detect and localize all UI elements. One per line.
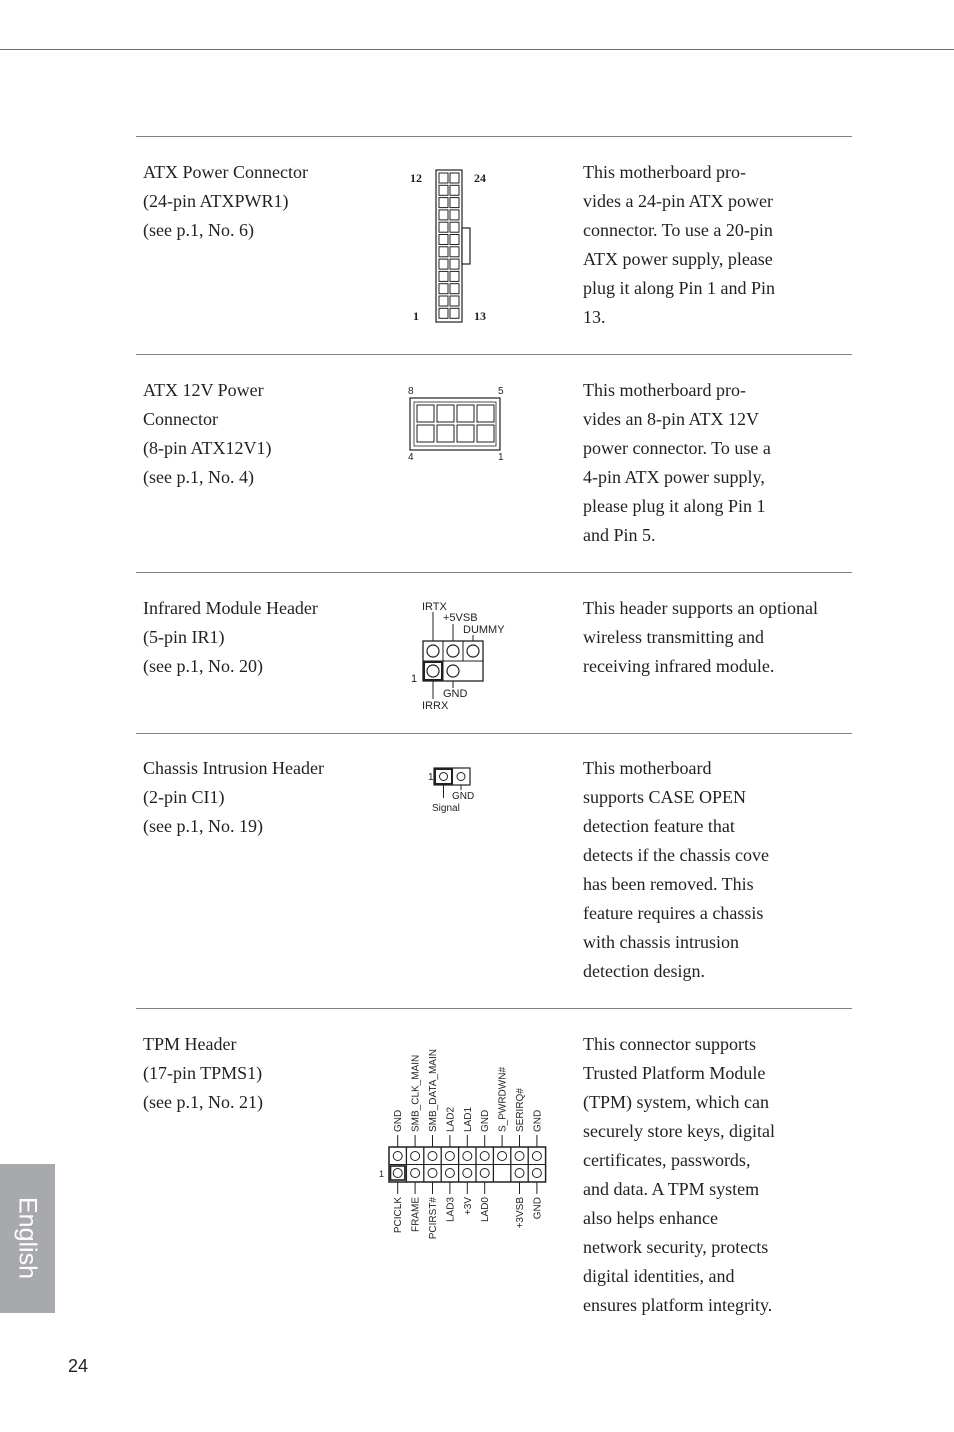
- section-divider: [136, 354, 852, 355]
- section-divider: [136, 136, 852, 137]
- pin-label-1: 1: [428, 772, 434, 783]
- section-divider: [136, 733, 852, 734]
- language-label: English: [13, 1197, 42, 1279]
- title-line: (24-pin ATXPWR1): [143, 191, 289, 211]
- title-line: (8-pin ATX12V1): [143, 438, 272, 458]
- description-line: ensures platform integrity.: [583, 1295, 773, 1315]
- title-line: (see p.1, No. 20): [143, 656, 263, 676]
- pin-label-24: 24: [474, 171, 486, 185]
- pin-square: [439, 308, 448, 318]
- description-line: detects if the chassis cove: [583, 845, 769, 865]
- pin-label-gnd: GND: [452, 791, 475, 802]
- description-line: and Pin 5.: [583, 525, 656, 545]
- pin-label-bottom: LAD3: [445, 1197, 457, 1223]
- pin-square: [450, 271, 459, 281]
- title-line: TPM Header: [143, 1034, 237, 1054]
- description-line: 4-pin ATX power supply,: [583, 467, 765, 487]
- pin-circle: [457, 773, 465, 781]
- pin-square: [439, 247, 448, 257]
- pin-square: [439, 259, 448, 269]
- title-line: (5-pin IR1): [143, 627, 225, 647]
- pin-label-bottom: LAD0: [480, 1197, 492, 1223]
- pin-label-1: 1: [498, 452, 504, 463]
- tpm-pin-diagram: [372, 1035, 557, 1240]
- pin-square: [457, 405, 474, 422]
- description-line: certificates, passwords,: [583, 1150, 751, 1170]
- pin-circle: [445, 1152, 454, 1161]
- pin-square: [450, 210, 459, 220]
- description-line: vides a 24-pin ATX power: [583, 191, 773, 211]
- title-line: (2-pin CI1): [143, 787, 225, 807]
- description-line: detection feature that: [583, 816, 735, 836]
- pin-square: [439, 210, 448, 220]
- language-tab: [0, 1164, 55, 1313]
- pin-label-1: 1: [411, 673, 418, 685]
- description-line: please plug it along Pin 1: [583, 496, 766, 516]
- pin-label-1: 1: [413, 309, 419, 323]
- description-line: with chassis intrusion: [583, 932, 739, 952]
- pin-square: [439, 235, 448, 245]
- ci-pin-diagram: [422, 762, 492, 818]
- pin-label-irrx: IRRX: [422, 700, 449, 712]
- description-line: and data. A TPM system: [583, 1179, 760, 1199]
- pin-circle: [445, 1169, 454, 1178]
- atx12v-description: [583, 376, 848, 550]
- pin-label-top: S_PWRDWN#: [497, 1066, 509, 1132]
- description-line: connector. To use a 20-pin: [583, 220, 773, 240]
- pin-square: [450, 235, 459, 245]
- pin-circle: [515, 1152, 524, 1161]
- pin-label-bottom: GND: [532, 1197, 544, 1220]
- pin-circle: [411, 1152, 420, 1161]
- description-line: also helps enhance: [583, 1208, 718, 1228]
- page-number: 24: [68, 1356, 89, 1376]
- description-line: wireless transmitting and: [583, 627, 764, 647]
- pin-square: [439, 222, 448, 232]
- pin-label-5: 5: [498, 386, 504, 397]
- pin-label-bottom: PCIRST#: [428, 1197, 439, 1240]
- title-line: Connector: [143, 409, 218, 429]
- tpm-description: [583, 1030, 848, 1320]
- pin-circle: [463, 1152, 472, 1161]
- atx-power-description: [583, 158, 848, 332]
- pin-label-top: LAD1: [462, 1106, 474, 1132]
- pin-square: [450, 198, 459, 208]
- pin-square: [439, 173, 448, 183]
- pin-circle: [447, 645, 459, 657]
- pin-label-12: 12: [410, 171, 422, 185]
- description-line: This connector supports: [583, 1034, 756, 1054]
- pin-square: [417, 425, 434, 442]
- pin-circle: [427, 665, 439, 677]
- pin-square: [437, 425, 454, 442]
- description-line: (TPM) system, which can: [583, 1092, 769, 1112]
- pin-label-5vsb: +5VSB: [443, 612, 478, 624]
- infrared-description: [583, 594, 851, 681]
- pin-square: [439, 296, 448, 306]
- description-line: Trusted Platform Module: [583, 1063, 766, 1083]
- pin-label-bottom: FRAME: [410, 1197, 422, 1232]
- title-line: (see p.1, No. 21): [143, 1092, 263, 1112]
- title-line: Chassis Intrusion Header: [143, 758, 324, 778]
- pin-circle: [515, 1169, 524, 1178]
- pin-circle: [447, 665, 459, 677]
- description-line: securely store keys, digital: [583, 1121, 775, 1141]
- pin-circle: [411, 1169, 420, 1178]
- pin-square: [439, 271, 448, 281]
- pin-label-bottom: +3V: [462, 1197, 474, 1216]
- ir-pin-diagram: [405, 598, 525, 716]
- description-line: This motherboard pro-: [583, 162, 746, 182]
- pin-circle: [393, 1152, 402, 1161]
- top-rule: [0, 49, 954, 50]
- pin-circle: [480, 1169, 489, 1178]
- description-line: This motherboard pro-: [583, 380, 746, 400]
- description-line: plug it along Pin 1 and Pin: [583, 278, 776, 298]
- description-line: supports CASE OPEN: [583, 787, 747, 807]
- pin-label-4: 4: [408, 452, 414, 463]
- pin-square: [450, 185, 459, 195]
- pin-square: [439, 185, 448, 195]
- pin-square: [450, 222, 459, 232]
- description-line: This header supports an optional: [583, 598, 818, 618]
- atx24-pin-diagram: [405, 166, 495, 326]
- pin-label-bottom: PCICLK: [393, 1197, 405, 1234]
- pin-circle: [428, 1169, 437, 1178]
- pin-square: [417, 405, 434, 422]
- pin-square: [450, 259, 459, 269]
- description-line: vides an 8-pin ATX 12V: [583, 409, 759, 429]
- title-line: (see p.1, No. 19): [143, 816, 263, 836]
- description-line: power connector. To use a: [583, 438, 771, 458]
- pin-circle: [463, 1169, 472, 1178]
- description-line: detection design.: [583, 961, 705, 981]
- pin-label-13: 13: [474, 309, 486, 323]
- title-line: (17-pin TPMS1): [143, 1063, 263, 1083]
- pin-circle: [440, 773, 448, 781]
- description-line: digital identities, and: [583, 1266, 735, 1286]
- pin-label-top: SMB_DATA_MAIN: [428, 1049, 439, 1132]
- pin-circle: [532, 1169, 541, 1178]
- description-line: This motherboard: [583, 758, 712, 778]
- pin-label-dummy: DUMMY: [463, 624, 505, 636]
- section-divider: [136, 1008, 852, 1009]
- pin-label-1: 1: [379, 1169, 385, 1179]
- atx12v-title: [143, 376, 373, 492]
- atx12v-pin-diagram: [400, 382, 510, 467]
- chassis-intrusion-description: [583, 754, 848, 986]
- pin-square: [439, 198, 448, 208]
- description-line: feature requires a chassis: [583, 903, 764, 923]
- description-line: ATX power supply, please: [583, 249, 773, 269]
- pin-circle: [480, 1152, 489, 1161]
- pin-square: [457, 425, 474, 442]
- pin-label-top: GND: [532, 1109, 544, 1132]
- pin-square: [439, 284, 448, 294]
- pin-circle: [427, 645, 439, 657]
- title-line: (see p.1, No. 4): [143, 467, 254, 487]
- pin-label-top: GND: [480, 1109, 492, 1132]
- pin-label-top: GND: [393, 1109, 405, 1132]
- section-divider: [136, 572, 852, 573]
- connector-latch: [462, 228, 470, 264]
- pin-square: [477, 405, 494, 422]
- title-line: Infrared Module Header: [143, 598, 318, 618]
- pin-label-top: SERIRQ#: [515, 1088, 526, 1132]
- description-line: 13.: [583, 307, 606, 327]
- pin-circle: [393, 1169, 402, 1178]
- pin-square: [477, 425, 494, 442]
- pin-square: [450, 284, 459, 294]
- atx-power-title: [143, 158, 373, 245]
- pin-square: [450, 247, 459, 257]
- pin-square: [437, 405, 454, 422]
- title-line: (see p.1, No. 6): [143, 220, 254, 240]
- pin-label-top: SMB_CLK_MAIN: [410, 1054, 422, 1132]
- tpm-title: [143, 1030, 373, 1117]
- pin-square: [450, 308, 459, 318]
- pin-label-irtx: IRTX: [422, 601, 447, 613]
- pin-label-top: LAD2: [445, 1106, 457, 1132]
- description-line: has been removed. This: [583, 874, 754, 894]
- pin-label-gnd: GND: [443, 688, 468, 700]
- pin-label-signal: Signal: [432, 803, 460, 814]
- pin-label-bottom: +3VSB: [515, 1197, 526, 1229]
- infrared-title: [143, 594, 373, 681]
- pin-label-8: 8: [408, 386, 414, 397]
- pin-circle: [467, 645, 479, 657]
- chassis-intrusion-title: [143, 754, 373, 841]
- pin-circle: [498, 1152, 507, 1161]
- pin-circle: [428, 1152, 437, 1161]
- description-line: receiving infrared module.: [583, 656, 775, 676]
- pin-square: [450, 296, 459, 306]
- title-line: ATX 12V Power: [143, 380, 264, 400]
- pin-circle: [532, 1152, 541, 1161]
- pin-square: [450, 173, 459, 183]
- title-line: ATX Power Connector: [143, 162, 308, 182]
- description-line: network security, protects: [583, 1237, 769, 1257]
